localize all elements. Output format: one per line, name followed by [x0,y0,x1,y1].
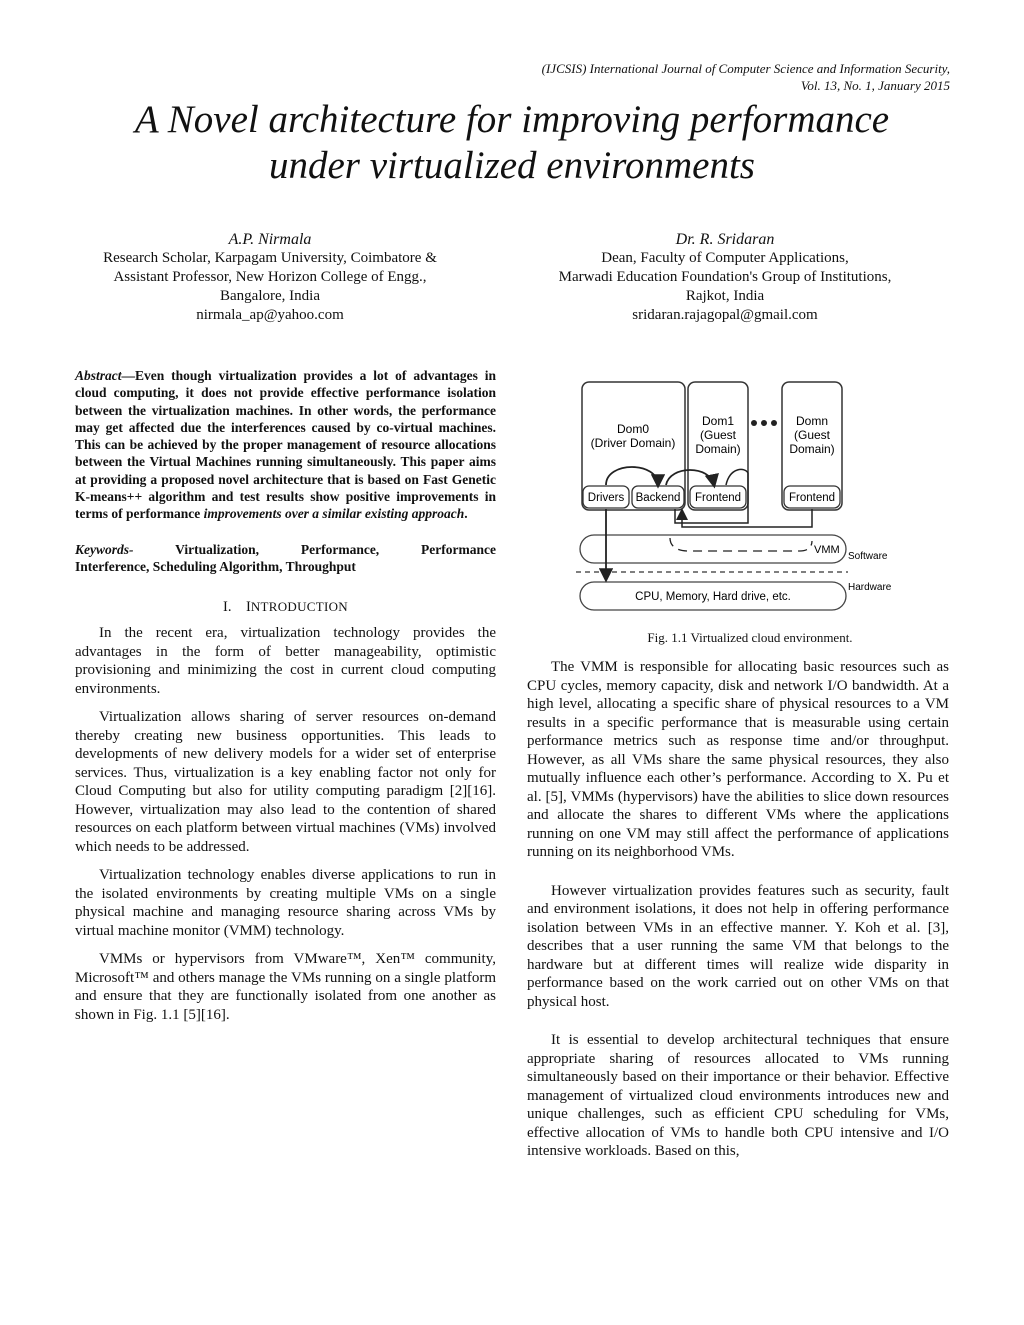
paragraph: Virtualization allows sharing of server resources on-demand thereby creating new business opportunities. This leads to developments of new delivery models for a wider set of enterprise services. Thus, virtualization is a key enabling factor not only for Cloud Computing but also for utility computing paradigm [2][16]. However, virtualization may also lead to the contention of shared resources on each platform between virtual machines (VMs) involved which needs to be addressed. [75,709,496,855]
paper-title [60,97,964,189]
author-2-affiliation-1: Dean, Faculty of Computer Applications, [601,250,849,266]
section-number: I. [223,599,232,616]
paragraph: Virtualization technology enables diverse applications to run in the isolated environments by creating multiple VMs on a single physical machine and managing resource sharing across VMs by virtual machine monitor (VMM) technology. [75,867,496,939]
dom0-sublabel: (Driver Domain) [590,436,676,450]
paragraph: VMMs or hypervisors from VMware™, Xen™ community, Microsoft™ and others manage the VMs running on a single platform and ensure that they are functionally isolated from one another as shown in Fig. 1.1 [5][16]. [75,951,496,1023]
dom0-label: Dom0 [616,422,650,436]
figure-caption: Fig. 1.1 Virtualized cloud environment. [647,630,853,645]
vmm-label: VMM [814,544,840,556]
frontend-label-2: Frontend [788,492,836,504]
author-1-email: nirmala_ap@yahoo.com [196,307,344,323]
vmm-bar [580,535,846,563]
author-1-affiliation-2: Assistant Professor, New Horizon College of Engg., [113,269,427,285]
dom1-sublabel-2: Domain) [695,442,741,456]
abstract-body: Even though virtualization provides a lot of advantages in cloud computing, it does not provide effective performance isolation between the virtualization machines. In other words, the performance may get affected due the interferences caused by co-virtual machines. This can be achieved by the proper management of resource allocations between the Virtual Machines running simultaneously. This paper aims at providing a proposed novel architecture that is based on Fast Genetic K-means++ algorithm and test results show positive improvements in terms of performance [75,368,496,522]
section-heading [75,599,496,616]
domn-label: Domn [795,414,829,428]
abstract-dash: — [121,368,136,383]
ellipsis-dot [771,420,777,426]
author-2-location: Rajkot, India [685,288,765,304]
domn-sublabel-2: Domain) [789,442,835,456]
right-column [527,658,949,1171]
keywords-label: Keywords- [75,541,134,557]
software-label: Software [848,551,888,562]
dom1-label: Dom1 [701,414,735,428]
intro-left-text [75,624,496,1024]
domn-sublabel-1: (Guest [793,428,831,442]
paragraph: In the recent era, virtualization technology provides the advantages in the form of better manageability, optimistic provisioning and minimizing the cost in current cloud computing environments. [75,625,496,697]
author-2-affiliation-2: Marwadi Education Foundation's Group of Institutions, [558,269,892,285]
abstract-end: . [464,506,468,522]
abstract [75,367,496,523]
hardware-box-label: CPU, Memory, Hard drive, etc. [635,591,791,603]
author-2-name: Dr. R. Sridaran [675,231,775,248]
ellipsis-dot [761,420,767,426]
journal-volume: Vol. 13, No. 1, January 2015 [800,78,950,93]
author-1-block [70,230,470,325]
paragraph: However virtualization provides features such as security, fault and environment isolations, it does not help in offering performance isolation between VMs in an effective manner. Y. Koh et al. [3], describes that a user running the same VM that belongs to the hardware but at different times will realize wide disparity in performance based on the work carried out on other VMs on that physical host. [527,882,949,1010]
abstract-italic-tail: improvements over a similar existing approach [203,506,465,522]
keywords-line-1 [75,541,496,558]
section-first-letter: I [245,599,251,616]
title-line-1: A Novel architecture for improving performance [134,98,890,141]
dom1-sublabel-1: (Guest [699,428,737,442]
paragraph: It is essential to develop architectural techniques that ensure appropriate sharing of resources allocated to VMs running simultaneously based on their importance or their behavior. Effective management of virtualized cloud environments introduces new and unique challenges, such as efficient CPU scheduling for VMs, effective allocation of VMs to handle both CPU intensive and I/O intensive workloads. Based on this, [527,1032,949,1159]
virtualization-diagram [570,375,910,615]
paragraph: The VMM is responsible for allocating basic resources such as CPU cycles, memory capacity, disk and network I/O bandwidth. At a high level, allocating a specific share of physical resources to a VM results in a specific performance that is measurable using certain performance metrics such as response time and/or throughput. However, as all VMs share the same physical resources, they also mutually influence each other’s performance. According to X. Pu et al. [5], VMMs (hypervisors) have the abilities to slice down resources and allocate the shares to different VMs where the applications running on one VM may still affect the performance of applications running on its neighborhood VMs. [527,659,949,860]
author-1-name: A.P. Nirmala [228,231,312,248]
author-1-location: Bangalore, India [220,288,320,304]
keywords-line-2: Interference, Scheduling Algorithm, Throughput [75,558,356,574]
left-column [75,367,496,1034]
ellipsis-dot [751,420,757,426]
author-1-affiliation-1: Research Scholar, Karpagam University, Coimbatore & [103,250,437,266]
keywords-list-1: Virtualization, Performance, Performance [175,541,496,557]
journal-name: (IJCSIS) International Journal of Computer Science and Information Security, [541,61,950,76]
hardware-label: Hardware [848,582,892,593]
title-line-2: under virtualized environments [269,144,755,187]
drivers-label: Drivers [587,492,625,504]
frontend2-to-backend-line [682,509,812,527]
section-rest: NTRODUCTION [250,599,348,615]
frontend-label-1: Frontend [694,492,742,504]
abstract-label: Abstract [75,368,122,383]
author-2-block [520,230,930,325]
author-2-email: sridaran.rajagopal@gmail.com [632,307,818,323]
backend-label: Backend [635,492,681,504]
journal-header [350,60,950,94]
